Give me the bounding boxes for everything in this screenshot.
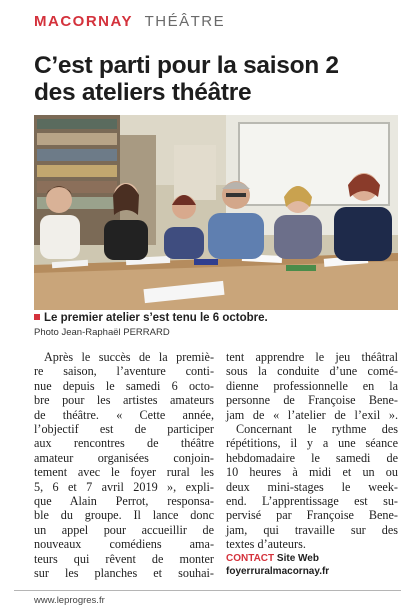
body-line: hebdomadaire le samedi de xyxy=(226,450,398,465)
body-line: jam de « l’atelier de l’exil ». xyxy=(226,407,398,422)
body-line: amateur organisées conjoin- xyxy=(34,450,214,465)
body-line: l’objectif est de participer xyxy=(34,422,214,437)
contact-website-link[interactable]: foyerruralmacornay.fr xyxy=(226,565,330,577)
body-line: teurs qui rêvent de monter xyxy=(34,551,214,566)
body-line: aux rencontres de théâtre xyxy=(34,436,214,451)
body-line: nouveaux comédiens ama- xyxy=(34,537,214,552)
body-line: dienne professionnelle en la xyxy=(226,378,398,393)
body-line: Concernant le rythme des xyxy=(236,422,398,437)
body-line: sur les planches et souhai- xyxy=(34,566,214,581)
body-line: bre pour les artistes amateurs xyxy=(34,393,214,408)
section-kicker xyxy=(34,13,225,30)
page-footer xyxy=(0,590,415,614)
contact-text: Site Web xyxy=(276,552,319,564)
body-line: nue depuis le samedi 6 octo- xyxy=(34,378,214,393)
body-line: end. L’apprentissage est su- xyxy=(226,494,398,509)
body-line: 10 heures à midi et un ou xyxy=(226,465,398,480)
publisher-website: www.leprogres.fr xyxy=(34,595,105,606)
body-column-2 xyxy=(226,350,398,578)
caption-text: Le premier atelier s’est tenu le 6 octobre. xyxy=(44,312,268,324)
body-line: 5, 6 et 7 avril 2019 », expli- xyxy=(34,479,214,494)
contact-line xyxy=(226,552,398,565)
body-line: personne de Françoise Bene- xyxy=(226,393,398,408)
caption-marker xyxy=(34,314,40,320)
body-line: Après le succès de la premiè- xyxy=(44,350,214,364)
town-label: MACORNAY xyxy=(34,13,133,30)
body-line: un appel pour accueillir de xyxy=(34,522,214,537)
headline xyxy=(34,52,394,106)
photo-credit: Photo Jean-Raphaël PERRARD xyxy=(34,327,170,338)
body-column-1 xyxy=(34,350,214,581)
rubric-label: THÉÂTRE xyxy=(144,13,226,30)
body-line: ble du groupe. Il lance donc xyxy=(34,508,214,523)
headline-line-1: C’est parti pour la saison 2 xyxy=(34,52,339,79)
footer-divider xyxy=(14,590,401,591)
body-line: répétitions, il y a une séance xyxy=(226,436,398,451)
body-line: pervisé par Françoise Bene- xyxy=(226,508,398,523)
body-line: que Alain Perrot, responsa- xyxy=(34,494,214,509)
body-line: sous la conduite d’une comé- xyxy=(226,364,398,379)
headline-line-2: des ateliers théâtre xyxy=(34,79,252,106)
body-line: de théâtre. « Cette année, xyxy=(34,407,214,422)
body-line: jam, qui travaille sur des xyxy=(226,522,398,537)
body-line: tement avec le foyer rural les xyxy=(34,465,214,480)
body-line: textes d’auteurs. xyxy=(226,537,306,552)
body-line: deux mini-stages le week- xyxy=(226,479,398,494)
contact-label: CONTACT xyxy=(226,552,275,564)
body-line: tent apprendre le jeu théâtral xyxy=(226,350,398,364)
body-line: re saison, l’aventure conti- xyxy=(34,364,214,379)
photo-caption xyxy=(34,312,268,324)
article-photo xyxy=(34,115,398,310)
